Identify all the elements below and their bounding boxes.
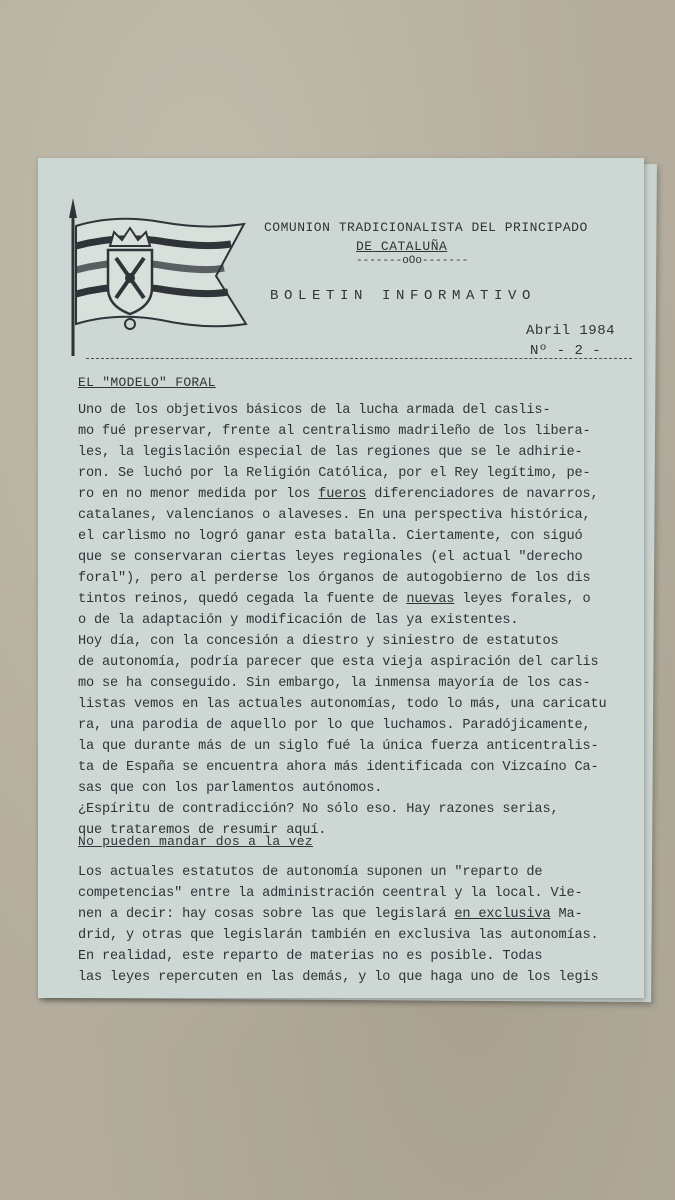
text-line: competencias" entre la administración ceentral y la local. Vie-	[78, 886, 583, 901]
underlined-word: nuevas	[406, 592, 455, 607]
text-line: mo se ha conseguido. Sin embargo, la inmensa mayoría de los cas-	[78, 676, 591, 691]
text-line: les, la legislación especial de las regiones que se le adhirie-	[78, 445, 583, 460]
text-line: ron. Se luchó por la Religión Católica, por el Rey legítimo, pe-	[78, 466, 591, 481]
text-segment: nen a decir: hay cosas sobre las que legislará	[78, 907, 455, 922]
text-line: ¿Espíritu de contradicción? No sólo eso. Hay razones serias,	[78, 802, 559, 817]
bulletin-title: BOLETIN INFORMATIVO	[270, 288, 537, 304]
text-segment: leyes forales, o	[454, 592, 591, 607]
text-segment: diferenciadores de navarros,	[366, 487, 599, 502]
underlined-word: fueros	[318, 487, 367, 502]
organization-region: DE CATALUÑA	[356, 239, 448, 254]
issue-date: Abril 1984	[526, 323, 616, 339]
ornament-divider: -------oOo-------	[356, 255, 469, 267]
text-line: foral"), pero al perderse los órganos de autogobierno de los dis	[78, 571, 591, 586]
text-line	[78, 904, 642, 925]
flag-crest-logo	[66, 186, 256, 361]
text-segment: ro en no menor medida por los	[78, 487, 319, 502]
text-line: de autonomía, podría parecer que esta vieja aspiración del carlis	[78, 655, 599, 670]
text-line: ta de España se encuentra ahora más identificada con Vizcaíno Ca-	[78, 760, 599, 775]
text-line: drid, y otras que legislarán también en exclusiva las autonomías.	[78, 928, 599, 943]
section-body-modelo-foral	[78, 400, 642, 841]
text-line: ra, una parodia de aquello por lo que luchamos. Paradójicamente,	[78, 718, 591, 733]
text-line	[78, 484, 642, 505]
text-line: sas que con los parlamentos autónomos.	[78, 781, 383, 796]
text-segment: tintos reinos, quedó cegada la fuente de	[78, 592, 407, 607]
text-line: Uno de los objetivos básicos de la lucha armada del caslis-	[78, 403, 551, 418]
section-body-no-pueden-mandar	[78, 862, 642, 988]
text-line: o de la adaptación y modificación de las ya existentes.	[78, 613, 519, 628]
text-line: En realidad, este reparto de materias no es posible. Todas	[78, 949, 543, 964]
document-page	[38, 158, 644, 998]
text-line: que se conservaran ciertas leyes regionales (el actual "derecho	[78, 550, 583, 565]
text-line: Los actuales estatutos de autonomía suponen un "reparto de	[78, 865, 543, 880]
text-line: el carlismo no logró ganar esta batalla. Ciertamente, con siguó	[78, 529, 583, 544]
text-line	[78, 589, 642, 610]
underlined-word: en exclusiva	[454, 907, 551, 922]
text-line: que trataremos de resumir aquí.	[78, 823, 327, 838]
section-title-no-pueden-mandar: No pueden mandar dos a la vez	[78, 834, 313, 849]
text-line: la que durante más de un siglo fué la única fuerza anticentralis-	[78, 739, 599, 754]
text-segment: Ma-	[550, 907, 583, 922]
text-line: mo fué preservar, frente al centralismo madrileño de los libera-	[78, 424, 591, 439]
organization-name: COMUNION TRADICIONALISTA DEL PRINCIPADO	[264, 220, 588, 235]
header-divider	[86, 358, 632, 359]
text-line: Hoy día, con la concesión a diestro y siniestro de estatutos	[78, 634, 559, 649]
text-line: catalanes, valencianos o alaveses. En una perspectiva histórica,	[78, 508, 591, 523]
text-line: las leyes repercuten en las demás, y lo que haga uno de los legis	[78, 970, 599, 985]
issue-number: Nº - 2 -	[530, 343, 602, 359]
text-line: listas vemos en las actuales autonomías, todo lo más, una caricatu	[78, 697, 607, 712]
section-title-modelo-foral: EL "MODELO" FORAL	[78, 375, 216, 390]
